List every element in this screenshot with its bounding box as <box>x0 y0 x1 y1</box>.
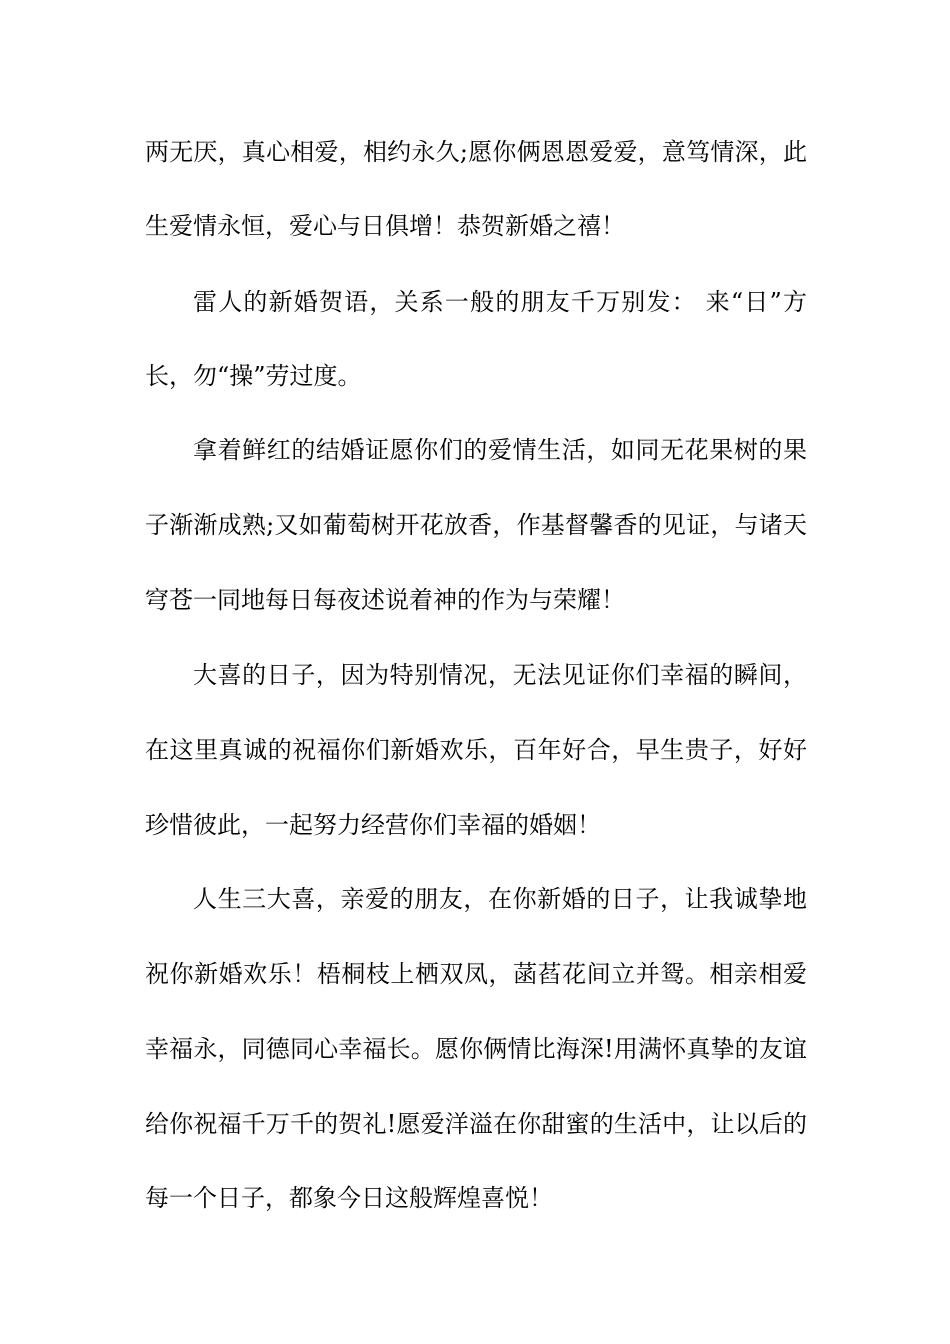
text-line: 祝你新婚欢乐！梧桐枝上栖双凤，菡萏花间立并鸳。相亲相爱 <box>145 960 807 988</box>
paragraph-first-line: 大喜的日子，因为特别情况，无法见证你们幸福的瞬间， <box>193 661 807 689</box>
text-line: 两无厌，真心相爱，相约永久;愿你俩恩恩爱爱，意笃情深，此 <box>145 138 807 166</box>
text-line: 每一个日子，都象今日这般辉煌喜悦！ <box>145 1184 553 1212</box>
text-line: 珍惜彼此，一起努力经营你们幸福的婚姻！ <box>145 811 601 839</box>
text-line: 长，勿“操”劳过度。 <box>145 362 362 390</box>
text-line: 子渐渐成熟;又如葡萄树开花放香，作基督馨香的见证，与诸天 <box>145 511 807 539</box>
paragraph-first-line: 雷人的新婚贺语，关系一般的朋友千万别发： 来“日”方 <box>193 288 807 316</box>
paragraph-first-line: 人生三大喜，亲爱的朋友，在你新婚的日子，让我诚挚地 <box>193 885 807 913</box>
text-line: 穹苍一同地每日每夜述说着神的作为与荣耀！ <box>145 586 625 614</box>
text-line: 在这里真诚的祝福你们新婚欢乐，百年好合，早生贵子，好好 <box>145 736 807 764</box>
paragraph-first-line: 拿着鲜红的结婚证愿你们的爱情生活，如同无花果树的果 <box>193 436 807 464</box>
text-line: 生爱情永恒，爱心与日俱增！恭贺新婚之禧！ <box>145 212 625 240</box>
text-line: 给你祝福千万千的贺礼!愿爱洋溢在你甜蜜的生活中，让以后的 <box>145 1110 807 1138</box>
text-line: 幸福永，同德同心幸福长。愿你俩情比海深!用满怀真挚的友谊 <box>145 1035 807 1063</box>
